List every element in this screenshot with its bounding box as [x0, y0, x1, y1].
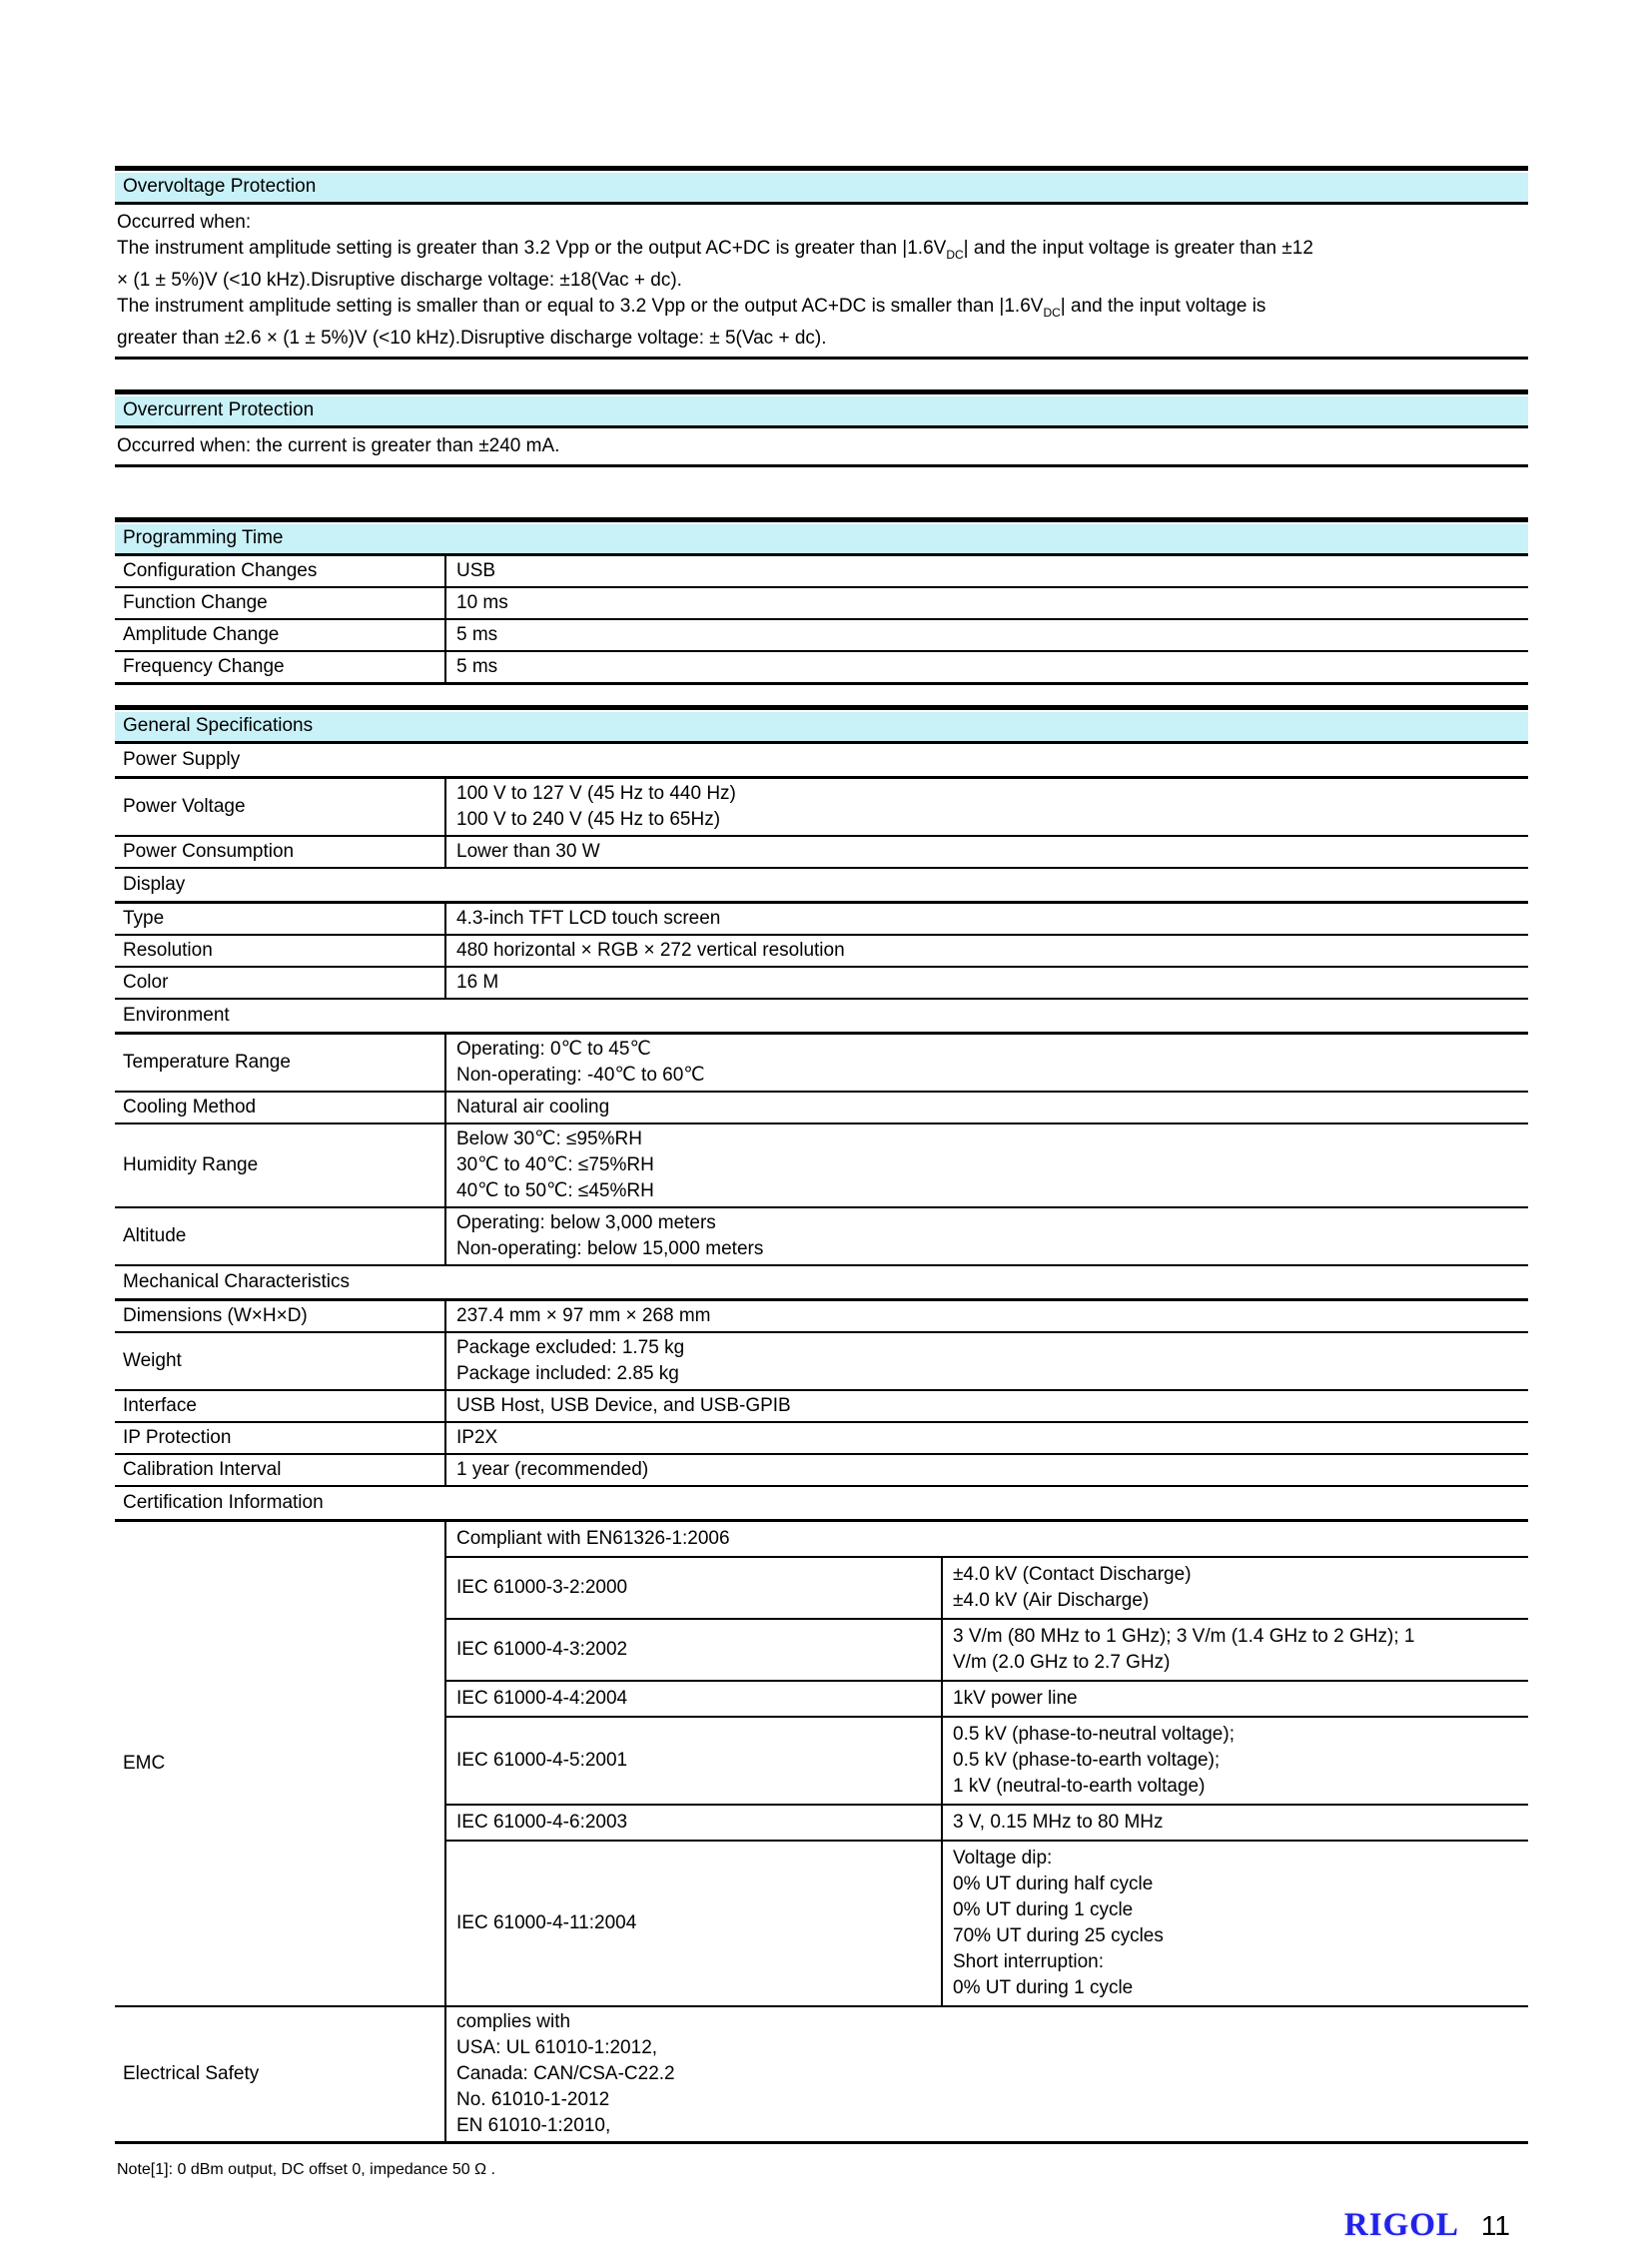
spec-value-line: No. 61010-1-2012	[456, 2089, 610, 2110]
emc-standard: IEC 61000-4-3:2002	[446, 1620, 943, 1680]
spec-value-line: Below 30℃: ≤95%RH	[456, 1128, 642, 1149]
emc-value-line: 0% UT during half cycle	[953, 1873, 1154, 1894]
paragraph-line	[117, 433, 1526, 459]
rigol-logo: RIGOL	[1343, 2207, 1459, 2243]
emc-value-line: 0% UT during 1 cycle	[953, 1977, 1134, 1998]
spec-row	[115, 835, 1528, 867]
text-segment: | and the input voltage is	[1060, 296, 1266, 317]
spec-row	[115, 618, 1528, 650]
paragraph-line	[117, 236, 1526, 268]
spec-label: Frequency Change	[115, 652, 446, 682]
spec-value-line: 1 year (recommended)	[456, 1459, 649, 1480]
emc-value	[943, 1620, 1528, 1680]
subsection-title: Environment	[115, 998, 1528, 1033]
emc-standard: IEC 61000-3-2:2000	[446, 1558, 943, 1618]
section-title: Overvoltage Protection	[115, 166, 1528, 205]
emc-pair-row	[446, 1804, 1528, 1840]
emc-value-line: 0.5 kV (phase-to-earth voltage);	[953, 1750, 1221, 1771]
spec-value-line: 40℃ to 50℃: ≤45%RH	[456, 1180, 654, 1201]
spec-value-line: 5 ms	[456, 624, 498, 645]
spec-value	[446, 2007, 1528, 2141]
spec-label: Amplitude Change	[115, 620, 446, 650]
emc-standard: IEC 61000-4-4:2004	[446, 1682, 943, 1716]
section-title: Overcurrent Protection	[115, 389, 1528, 428]
emc-pair-row	[446, 1680, 1528, 1716]
spec-value	[446, 1391, 1528, 1421]
spec-value-line: Natural air cooling	[456, 1097, 610, 1118]
emc-value	[943, 1806, 1528, 1840]
spec-value-line: Non-operating: below 15,000 meters	[456, 1238, 764, 1259]
spec-value-line: Operating: 0℃ to 45℃	[456, 1039, 651, 1060]
text-segment: The instrument amplitude setting is smaller than or equal to 3.2 Vpp or the output AC+DC is smaller than |1.6V	[117, 296, 1044, 317]
spec-label: Humidity Range	[115, 1124, 446, 1206]
spec-value	[446, 620, 1528, 650]
paragraph-line	[117, 210, 1526, 236]
spec-value-line: 4.3-inch TFT LCD touch screen	[456, 908, 721, 929]
section-body	[115, 556, 1528, 682]
emc-standard: IEC 61000-4-11:2004	[446, 1842, 943, 2005]
spec-row	[115, 1206, 1528, 1264]
spec-value-line: EN 61010-1:2010,	[456, 2115, 611, 2136]
section-body	[115, 744, 1528, 2141]
spec-row	[115, 1453, 1528, 1485]
emc-value	[943, 1558, 1528, 1618]
emc-value-line: 3 V, 0.15 MHz to 80 MHz	[953, 1812, 1164, 1833]
spec-value	[446, 1124, 1528, 1206]
spec-row	[115, 1299, 1528, 1331]
spec-value-line: Canada: CAN/CSA-C22.2	[456, 2063, 675, 2084]
emc-value	[943, 1842, 1528, 2005]
subscript-text: DC	[1043, 306, 1061, 320]
emc-pair-row	[446, 1618, 1528, 1680]
spec-value	[446, 936, 1528, 966]
section-body	[115, 428, 1528, 464]
emc-value-line: 3 V/m (80 MHz to 1 GHz); 3 V/m (1.4 GHz to 2 GHz); 1	[953, 1626, 1415, 1647]
spec-label: Altitude	[115, 1208, 446, 1264]
spec-row	[115, 1122, 1528, 1206]
spec-label: Type	[115, 904, 446, 934]
spec-label: Configuration Changes	[115, 556, 446, 586]
spec-value	[446, 588, 1528, 618]
spec-label: IP Protection	[115, 1423, 446, 1453]
footnote: Note[1]: 0 dBm output, DC offset 0, impedance 50 Ω .	[117, 2161, 495, 2178]
spec-value	[446, 779, 1528, 835]
spec-row	[115, 934, 1528, 966]
emc-value	[943, 1718, 1528, 1804]
spec-row	[115, 1091, 1528, 1122]
section-programming-time	[115, 517, 1528, 685]
section-general-specifications	[115, 705, 1528, 2144]
spec-label: Interface	[115, 1391, 446, 1421]
text-segment: Occurred when: the current is greater than ±240 mA.	[117, 435, 560, 456]
emc-standard: IEC 61000-4-6:2003	[446, 1806, 943, 1840]
spec-row	[115, 1421, 1528, 1453]
spec-value	[446, 1208, 1528, 1264]
spec-value	[446, 556, 1528, 586]
emc-pair-row	[446, 1556, 1528, 1618]
emc-value-line: 1kV power line	[953, 1688, 1078, 1709]
spec-value-line: Package included: 2.85 kg	[456, 1363, 679, 1384]
spec-row	[115, 556, 1528, 586]
spec-value-line: 100 V to 240 V (45 Hz to 65Hz)	[456, 809, 721, 830]
spec-value-line: 16 M	[456, 972, 499, 993]
spec-value	[446, 1093, 1528, 1122]
paragraph	[115, 428, 1528, 464]
spec-label: Power Consumption	[115, 837, 446, 867]
spec-row	[115, 1331, 1528, 1389]
spec-row	[115, 2005, 1528, 2141]
emc-value-line: 1 kV (neutral-to-earth voltage)	[953, 1776, 1206, 1797]
subsection-title: Certification Information	[115, 1485, 1528, 1520]
emc-value	[943, 1682, 1528, 1716]
spec-label: Power Voltage	[115, 779, 446, 835]
section-body	[115, 205, 1528, 357]
paragraph-line	[117, 326, 1526, 352]
spec-label: Calibration Interval	[115, 1455, 446, 1485]
spec-value	[446, 1455, 1528, 1485]
paragraph-line	[117, 268, 1526, 294]
spec-value-line: 30℃ to 40℃: ≤75%RH	[456, 1154, 654, 1175]
spec-row	[115, 650, 1528, 682]
spec-value-line: Non-operating: -40℃ to 60℃	[456, 1065, 705, 1086]
emc-pair-row	[446, 1716, 1528, 1804]
section-title: Programming Time	[115, 517, 1528, 556]
emc-nested-table	[446, 1522, 1528, 2005]
section-overvoltage-protection	[115, 166, 1528, 360]
spec-value-line: 5 ms	[456, 656, 498, 677]
spec-value-line: Lower than 30 W	[456, 841, 600, 862]
spec-value	[446, 1301, 1528, 1331]
emc-value-line: V/m (2.0 GHz to 2.7 GHz)	[953, 1652, 1171, 1673]
text-segment: greater than ±2.6 × (1 ± 5%)V (<10 kHz).Disruptive discharge voltage: ± 5(Vac + dc).	[117, 328, 827, 349]
spec-value	[446, 1423, 1528, 1453]
page-number: 11	[1480, 2210, 1510, 2241]
text-segment: Occurred when:	[117, 212, 252, 233]
emc-value-line: 0% UT during 1 cycle	[953, 1899, 1134, 1920]
spec-value-line: 237.4 mm × 97 mm × 268 mm	[456, 1305, 711, 1326]
spec-value-line: 10 ms	[456, 592, 508, 613]
spec-label: Temperature Range	[115, 1035, 446, 1091]
spec-value	[446, 1333, 1528, 1389]
spec-row	[115, 586, 1528, 618]
spec-label: Weight	[115, 1333, 446, 1389]
section-overcurrent-protection	[115, 389, 1528, 467]
spec-label: Dimensions (W×H×D)	[115, 1301, 446, 1331]
page-footer	[115, 2207, 1528, 2243]
emc-row	[115, 1520, 1528, 2005]
spec-label: Cooling Method	[115, 1093, 446, 1122]
emc-value-line: 70% UT during 25 cycles	[953, 1925, 1164, 1946]
spec-label: Function Change	[115, 588, 446, 618]
spec-value-line: IP2X	[456, 1427, 498, 1448]
spec-value-line: USB	[456, 560, 496, 581]
paragraph-line	[117, 294, 1526, 326]
emc-compliance-row: Compliant with EN61326-1:2006	[456, 1528, 730, 1549]
spec-value	[446, 837, 1528, 867]
spec-value	[446, 968, 1528, 998]
spec-row	[115, 777, 1528, 835]
spec-value-line: USA: UL 61010-1:2012,	[456, 2037, 658, 2058]
section-title: General Specifications	[115, 705, 1528, 744]
subscript-text: DC	[946, 248, 964, 262]
emc-value-line: Voltage dip:	[953, 1848, 1053, 1869]
emc-value-line: Short interruption:	[953, 1951, 1105, 1972]
subsection-title: Display	[115, 867, 1528, 902]
spec-value-line: 100 V to 127 V (45 Hz to 440 Hz)	[456, 783, 736, 804]
spec-row	[115, 966, 1528, 998]
spec-value-line: Operating: below 3,000 meters	[456, 1212, 716, 1233]
emc-value-line: ±4.0 kV (Air Discharge)	[953, 1590, 1150, 1611]
spec-label: Color	[115, 968, 446, 998]
spec-row	[115, 1033, 1528, 1091]
spec-value-line: complies with	[456, 2011, 571, 2032]
emc-standard: IEC 61000-4-5:2001	[446, 1718, 943, 1804]
spec-value	[446, 652, 1528, 682]
text-segment: × (1 ± 5%)V (<10 kHz).Disruptive discharge voltage: ±18(Vac + dc).	[117, 270, 682, 291]
spec-value	[446, 1035, 1528, 1091]
spec-label: EMC	[115, 1522, 446, 2005]
spec-row	[115, 902, 1528, 934]
spec-label: Resolution	[115, 936, 446, 966]
subsection-title: Power Supply	[115, 744, 1528, 777]
emc-value-line: ±4.0 kV (Contact Discharge)	[953, 1564, 1192, 1585]
emc-value-line: 0.5 kV (phase-to-neutral voltage);	[953, 1724, 1235, 1745]
paragraph	[115, 205, 1528, 357]
spec-value	[446, 904, 1528, 934]
spec-label: Electrical Safety	[115, 2007, 446, 2141]
spec-value-line: Package excluded: 1.75 kg	[456, 1337, 685, 1358]
spec-row	[115, 1389, 1528, 1421]
sections-container	[115, 166, 1528, 2144]
spec-value-line: 480 horizontal × RGB × 272 vertical resolution	[456, 940, 845, 961]
emc-pair-row	[446, 1840, 1528, 2005]
subsection-title: Mechanical Characteristics	[115, 1264, 1528, 1299]
text-segment: | and the input voltage is greater than ±12	[963, 238, 1313, 259]
spec-value-line: USB Host, USB Device, and USB-GPIB	[456, 1395, 791, 1416]
text-segment: The instrument amplitude setting is greater than 3.2 Vpp or the output AC+DC is greater than |1.6V	[117, 238, 947, 259]
